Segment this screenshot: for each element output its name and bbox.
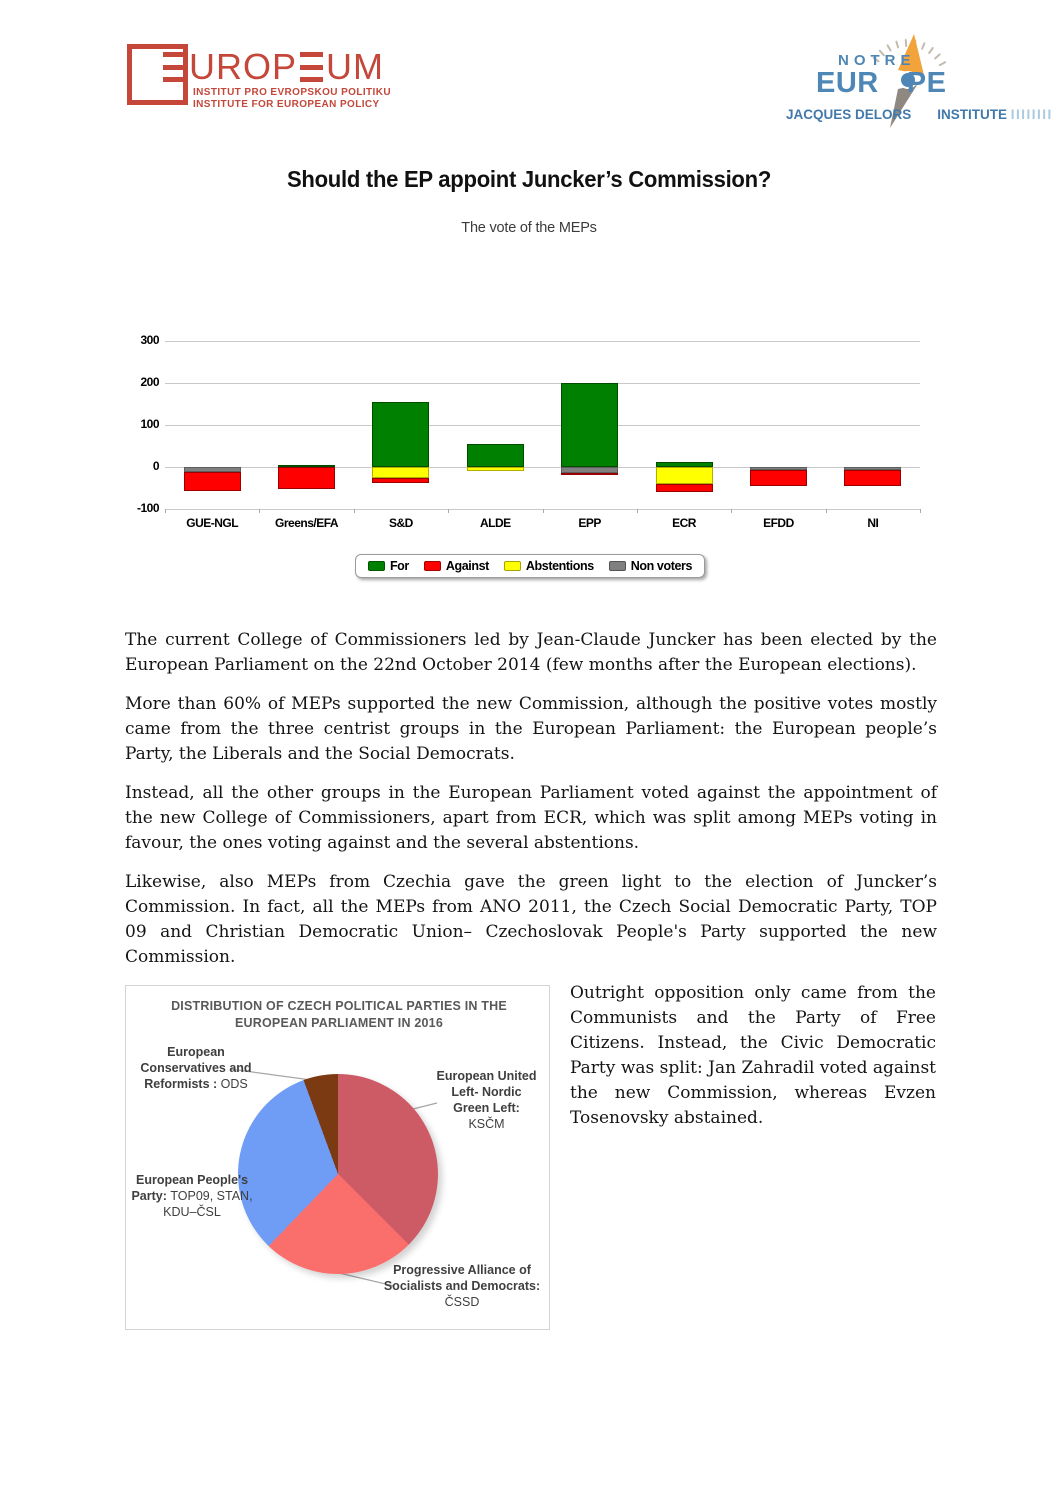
pie-label-epp-party: TOP09, STAN, KDU–ČSL	[163, 1189, 253, 1219]
pie-label-kscm-group: European United Left- Nordic Green Left:	[436, 1069, 537, 1115]
pie-label-cssd-group: Progressive Alliance of Socialists and Democrats:	[383, 1263, 541, 1293]
legend-label: For	[389, 559, 409, 573]
jacques-delors-text: JACQUES DELORS	[786, 107, 912, 122]
x-axis-category-label: S&D	[389, 516, 413, 530]
bar-segment	[561, 473, 618, 475]
europeum-tagline-cz: INSTITUT PRO EVROPSKOU POLITIKU	[193, 87, 391, 98]
y-axis-tick-label: 200	[140, 375, 159, 389]
europeum-wordmark	[160, 46, 385, 87]
paragraph-3: Instead, all the other groups in the European Parliament voted against the appointment of the new College of Commissioners, apart from ECR, which was split among MEPs voting in favour, the ones voting against and the several abstentions.	[125, 783, 937, 853]
europeum-e-icon	[163, 52, 186, 82]
europeum-wordmark-end: UM	[326, 46, 385, 87]
page-title: Should the EP appoint Juncker’s Commission?	[286, 166, 772, 192]
x-axis-category-label: GUE-NGL	[186, 516, 239, 530]
bar-segment	[844, 470, 901, 487]
tick-marks: IIIIIIII	[1010, 107, 1053, 122]
x-axis-tick	[920, 509, 921, 513]
europe-text	[816, 67, 946, 100]
europeum-e-icon	[300, 52, 323, 82]
legend-label: Abstentions	[525, 559, 594, 573]
europe-text-right: PE	[906, 67, 947, 99]
bar-legend-box	[355, 554, 705, 578]
bar-segment	[467, 467, 524, 471]
legend-swatch-icon	[609, 561, 626, 571]
pie-chart	[238, 1074, 438, 1274]
x-axis-category-label: NI	[867, 516, 879, 530]
europeum-wordmark-mid: UROP	[189, 46, 298, 87]
x-axis-category-label: EFDD	[763, 516, 794, 530]
bar-segment	[372, 402, 429, 467]
legend-item	[424, 559, 489, 573]
jacques-delors-institute-text	[786, 107, 1053, 122]
paragraph-4: Likewise, also MEPs from Czechia gave the green light to the election of Juncker’s Commission. In fact, all the MEPs from ANO 2011, the Czech Social Democratic Party, TOP 09 and Christian Democratic Union– Czechoslovak People's Party supported the new Commission.	[125, 872, 937, 967]
notre-europe-logo	[786, 28, 1053, 136]
y-axis-tick-label: 100	[140, 417, 159, 431]
notre-text: NOTRE	[838, 52, 916, 69]
gridline	[165, 383, 920, 384]
pie-figure	[125, 985, 550, 1330]
legend-item	[609, 559, 692, 573]
pie-label-kscm-party: KSČM	[468, 1117, 505, 1131]
pie-label-cssd-party: ČSSD	[444, 1295, 480, 1309]
side-paragraph: Outright opposition only came from the Communists and the Party of Free Citizens. Instead, the Civic Democratic Party was split: Jan Zahradil voted against the new Commission, whereas Evzen Tosenovsky abstained.	[570, 983, 936, 1128]
page-subtitle: The vote of the MEPs	[461, 220, 597, 236]
legend-item	[368, 559, 409, 573]
pie-label-ods-party: ODS	[220, 1077, 248, 1091]
compass-gap	[879, 67, 907, 100]
gridline	[165, 341, 920, 342]
pie-label-ods	[140, 1044, 252, 1092]
europeum-tagline-en: INSTITUTE FOR EUROPEAN POLICY	[193, 99, 380, 110]
gridline	[165, 425, 920, 426]
y-axis-tick-label: -100	[136, 501, 159, 515]
paragraph-1: The current College of Commissioners led by Jean-Claude Juncker has been elected by the European Parliament on the 22nd October 2014 (few months after the European elections).	[125, 630, 937, 675]
legend-item	[504, 559, 594, 573]
pie-label-epp-group: European People's Party:	[131, 1173, 249, 1203]
x-axis-category-label: ECR	[672, 516, 696, 530]
pie-label-cssd	[378, 1262, 546, 1310]
x-axis-tick	[165, 509, 166, 513]
x-axis-tick	[637, 509, 638, 513]
paragraph-2: More than 60% of MEPs supported the new Commission, although the positive votes mostly came from the three centrist groups in the European Parliament: the European people’s Party, the Liberals and the Social Democrats.	[125, 694, 937, 764]
bar-segment	[656, 467, 713, 484]
x-axis-tick	[826, 509, 827, 513]
bar-segment	[561, 383, 618, 467]
legend-label: Against	[445, 559, 489, 573]
y-axis-tick-label: 300	[140, 333, 159, 347]
x-axis-tick	[731, 509, 732, 513]
europe-text-left: EUR	[816, 67, 879, 99]
bar-segment	[372, 467, 429, 478]
pie-label-kscm	[434, 1068, 539, 1132]
legend-swatch-icon	[424, 561, 441, 571]
bar-legend	[125, 554, 935, 578]
y-axis-tick-label: 0	[152, 459, 159, 473]
x-axis-category-label: ALDE	[479, 516, 511, 530]
x-axis-category-label: EPP	[578, 516, 601, 530]
x-axis-tick	[448, 509, 449, 513]
pie-chart-title: DISTRIBUTION OF CZECH POLITICAL PARTIES IN THE EUROPEAN PARLIAMENT IN 2016	[171, 999, 507, 1030]
x-axis-category-label: Greens/EFA	[275, 516, 339, 530]
legend-label: Non voters	[630, 559, 693, 573]
legend-swatch-icon	[368, 561, 385, 571]
votes-bar-chart	[125, 329, 935, 591]
europeum-taglines	[193, 87, 391, 111]
pie-label-epp	[128, 1172, 256, 1220]
institute-text: INSTITUTE	[937, 107, 1008, 122]
pie-label-ods-group: European Conservatives and Reformists :	[140, 1045, 252, 1091]
bar-segment	[278, 467, 335, 489]
bar-segment	[184, 472, 241, 491]
europeum-logo	[127, 44, 427, 116]
bar-segment	[467, 444, 524, 467]
x-axis-tick	[259, 509, 260, 513]
x-axis-tick	[354, 509, 355, 513]
bar-segment	[656, 484, 713, 492]
bar-plot	[136, 329, 920, 541]
bar-segment	[750, 470, 807, 487]
x-axis-tick	[543, 509, 544, 513]
bar-segment	[372, 478, 429, 483]
legend-swatch-icon	[504, 561, 521, 571]
body-text	[125, 628, 937, 984]
